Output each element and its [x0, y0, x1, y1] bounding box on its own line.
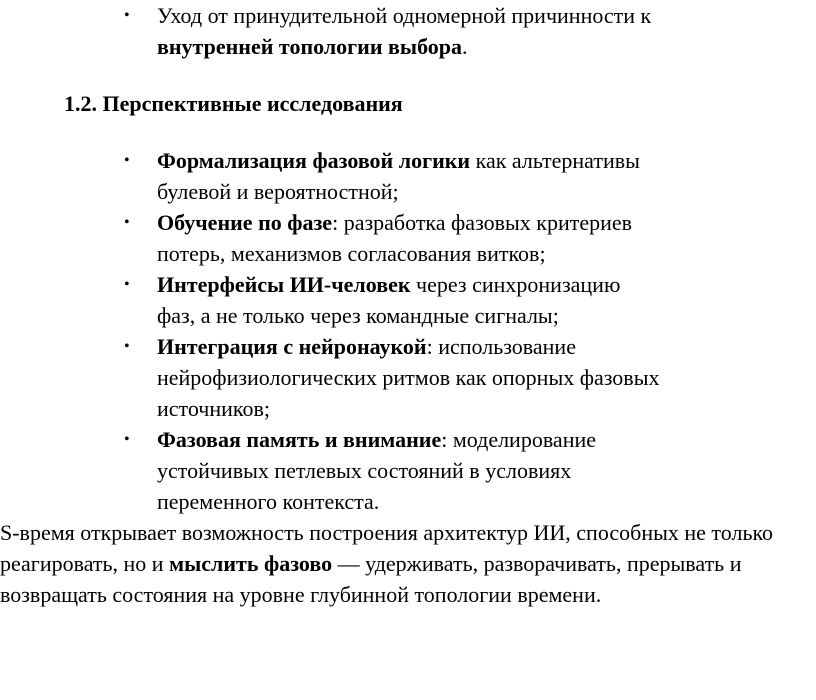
list-item-emphasis: Обучение по фазе [157, 210, 333, 235]
list-item-emphasis: Интерфейсы ИИ-человек [157, 272, 411, 297]
bullet-icon: • [124, 7, 130, 24]
list-item [0, 424, 660, 517]
list-item-text: Обучение по фазе: разработка фазовых критериев потерь, механизмов согласования витков; [157, 210, 633, 266]
intro-bullet-list [0, 0, 660, 62]
list-item-emphasis: внутренней топологии выбора [157, 34, 463, 59]
bullet-icon: • [124, 152, 130, 169]
list-item [0, 269, 660, 331]
list-item [0, 207, 660, 269]
list-item-text: Формализация фазовой логики как альтернативы булевой и вероятностной; [157, 148, 640, 204]
list-item-text: Фазовая память и внимание: моделирование устойчивых петлевых состояний в условиях переменного контекста. [157, 427, 597, 514]
conclusion-emphasis: мыслить фазово [169, 551, 333, 576]
bullet-icon: • [124, 214, 130, 231]
list-item-text: Уход от принудительной одномерной причинности к внутренней топологии выбора. [157, 3, 652, 59]
list-item-emphasis: Фазовая память и внимание [157, 427, 442, 452]
list-item-text: Интерфейсы ИИ-человек через синхронизацию фаз, а не только через командные сигналы; [157, 272, 621, 328]
conclusion-paragraph: S-время открывает возможность построения архитектур ИИ, способных не только реагировать, но и мыслить фазово — удерживать, разворачивать, прерывать и возвращать состояния на уровне глубинной топологии времени. [0, 520, 774, 607]
list-item-text: Интеграция с нейронаукой: использование нейрофизиологических ритмов как опорных фазовых источников; [157, 334, 660, 421]
section-heading: 1.2. Перспективные исследования [64, 91, 403, 116]
list-item [0, 0, 660, 62]
bullet-icon: • [124, 276, 130, 293]
list-item-emphasis: Формализация фазовой логики [157, 148, 471, 173]
bullet-icon: • [124, 338, 130, 355]
list-item [0, 145, 660, 207]
list-item [0, 331, 660, 424]
research-bullet-list [0, 145, 660, 517]
bullet-icon: • [124, 431, 130, 448]
list-item-emphasis: Интеграция с нейронаукой [157, 334, 427, 359]
